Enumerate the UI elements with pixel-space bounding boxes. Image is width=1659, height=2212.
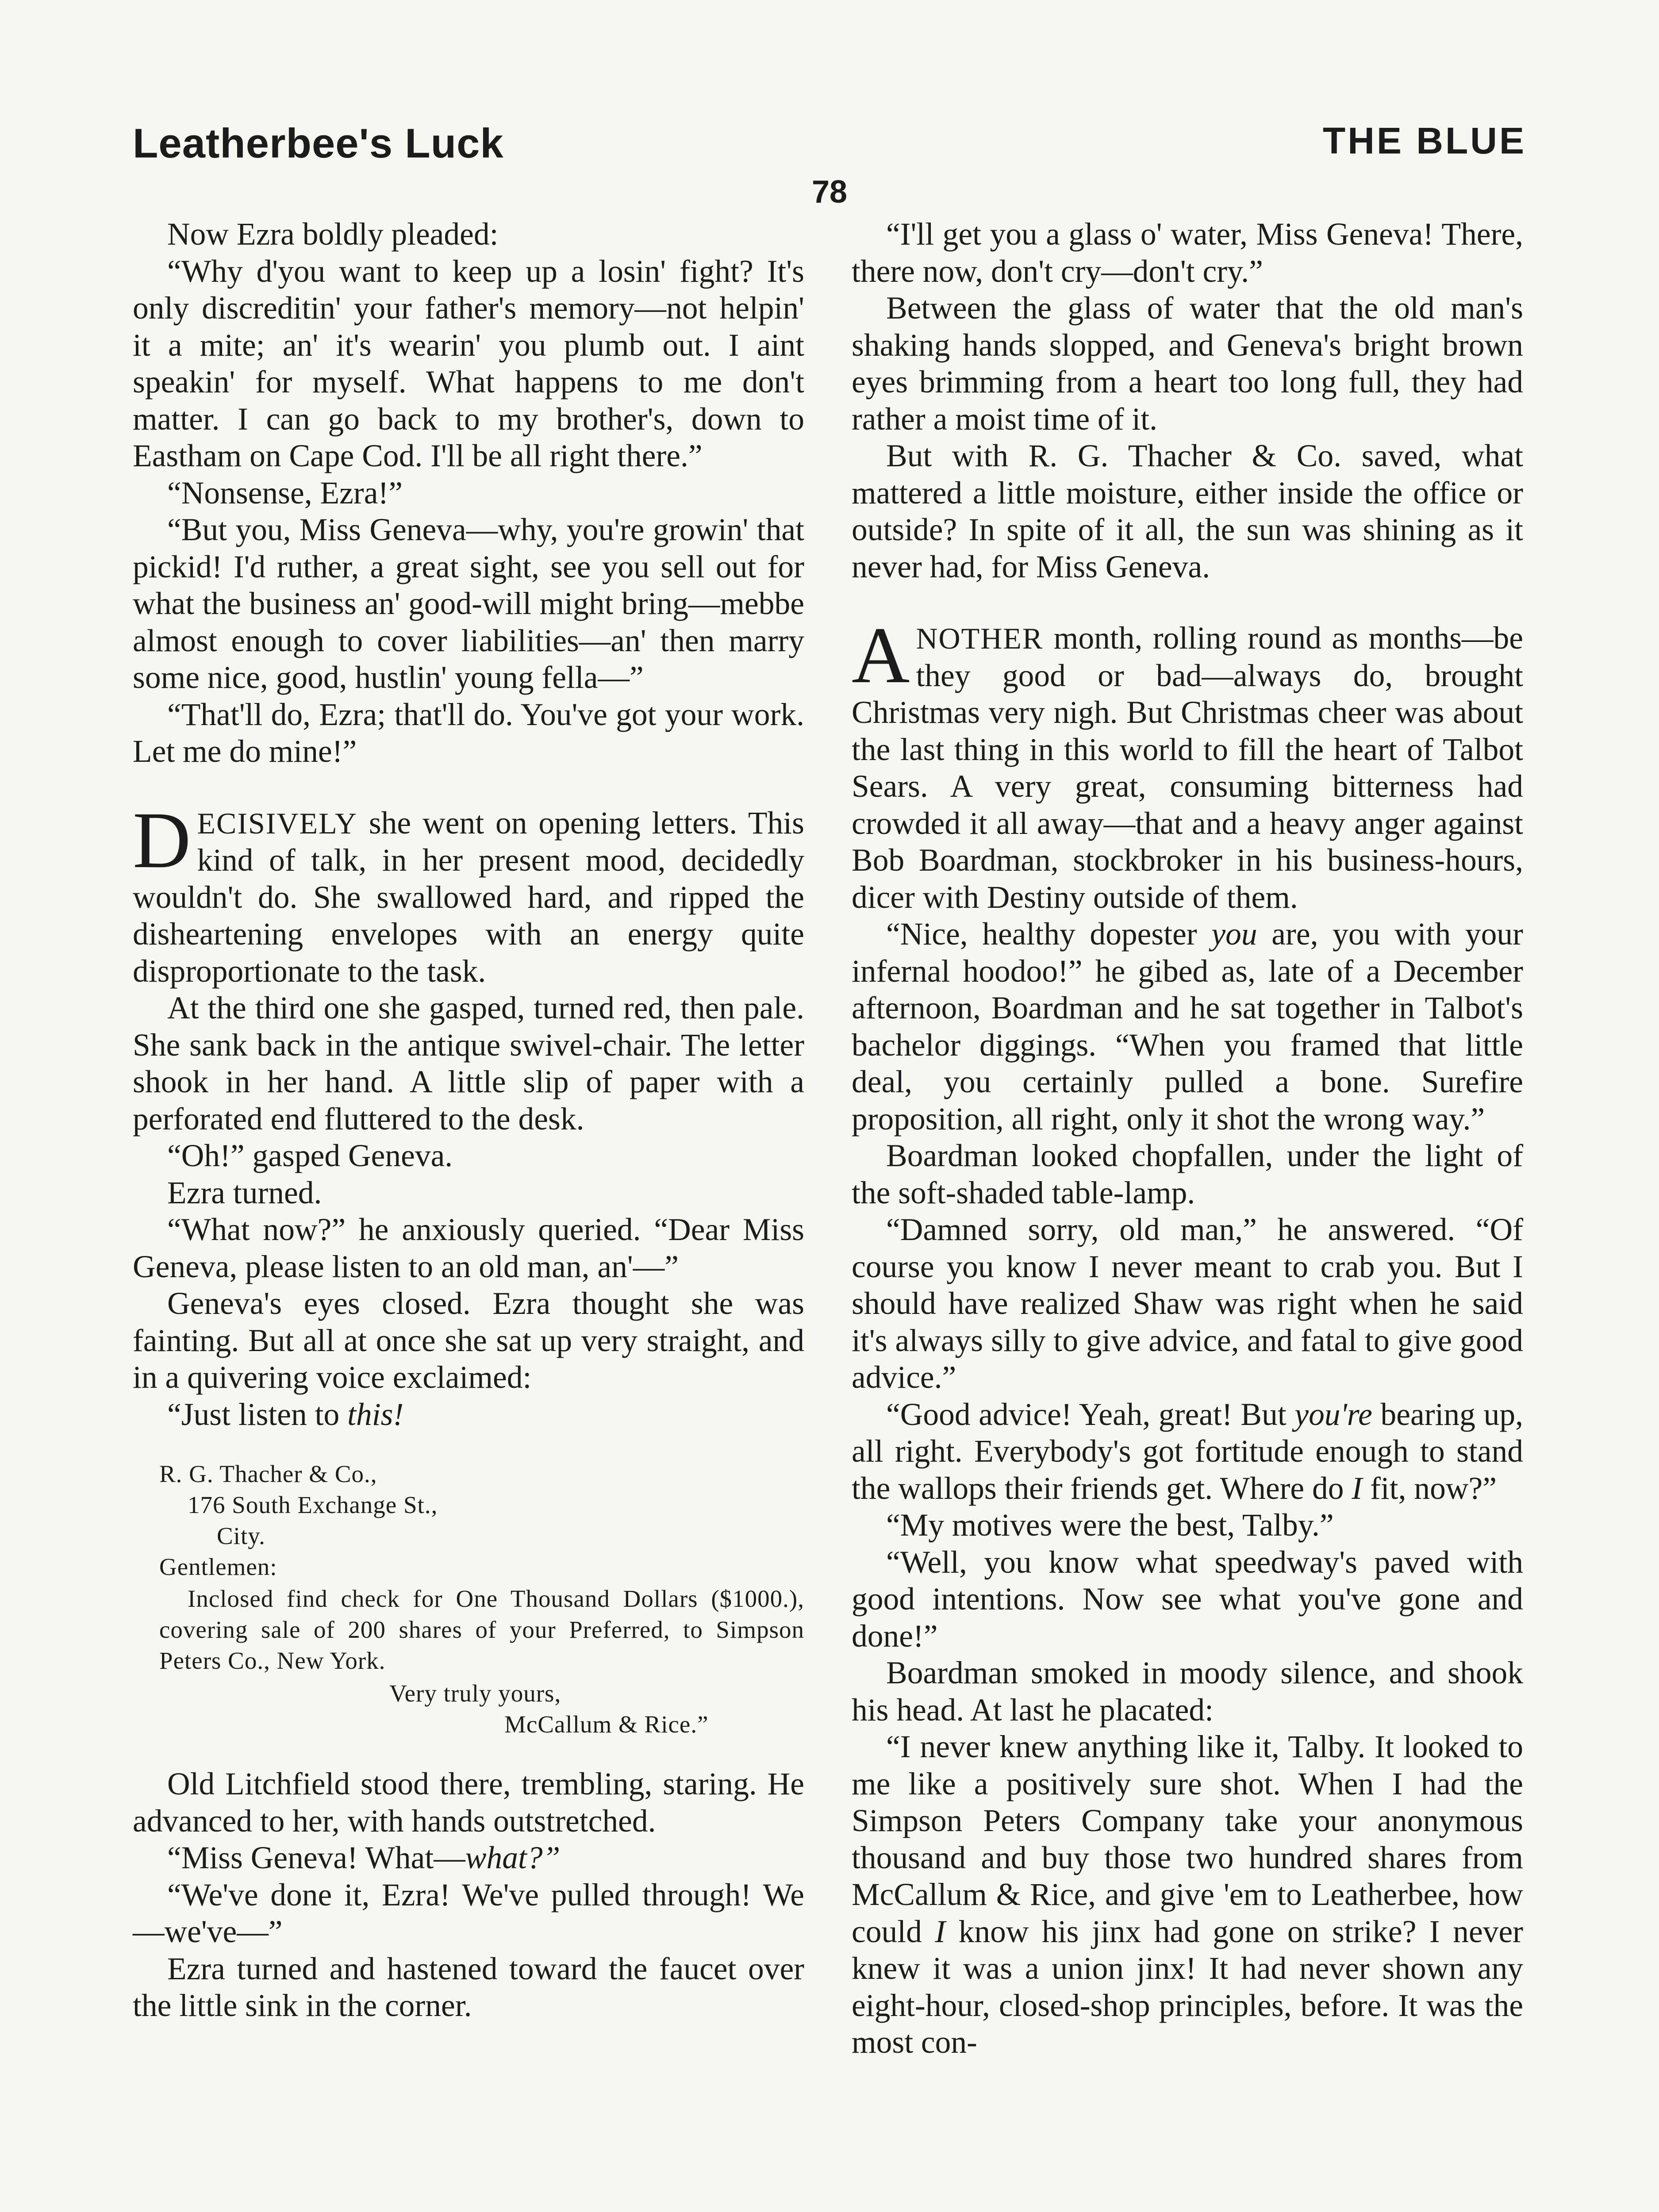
paragraph: At the third one she gasped, turned red, then pale. She sank back in the antique swivel-chair. The letter shook in her hand. A little slip of paper with a perforated end fluttered to the desk. (133, 991, 804, 1137)
letter-salutation: Gentlemen: (159, 1553, 277, 1580)
section-opening-paragraph (133, 795, 804, 990)
right-column (852, 216, 1523, 2061)
paragraph-text: “I never knew anything like it, Talby. It looked to me like a positively sure shot. When I had the Simpson Peters Company take your anonymous thousand and buy those two hundred shares from McCallum & Rice, and give 'em to Leatherbee, how could (852, 1729, 1523, 1949)
paragraph: Geneva's eyes closed. Ezra thought she was fainting. But all at once she sat up very straight, and in a quivering voice exclaimed: (133, 1286, 804, 1395)
paragraph: Boardman smoked in moody silence, and shook his head. At last he placated: (852, 1655, 1523, 1728)
drop-cap: D (133, 795, 191, 885)
paragraph-text: “Miss Geneva! What— (167, 1840, 465, 1875)
emphasis: this! (347, 1397, 404, 1432)
section-opening-paragraph (852, 611, 1523, 916)
running-title-right: THE BLUE (1323, 120, 1526, 161)
paragraph-text: month, rolling round as months—be they good or bad—always do, brought Christmas very nigh. But Christmas cheer was about the last thing in this world to fill the heart of Talbot Sears. A very great, consuming bitterness had crowded it all away—that and a heavy anger against Bob Boardman, stockbroker in his business-hours, dicer with Destiny outside of them. (852, 621, 1523, 915)
quoted-letter (159, 1459, 804, 1740)
letter-city: City. (217, 1522, 265, 1549)
paragraph: Old Litchfield stood there, trembling, staring. He advanced to her, with hands outstretched. (133, 1767, 804, 1839)
paragraph-text: fit, now?” (1362, 1471, 1497, 1506)
paragraph: “We've done it, Ezra! We've pulled through! We—we've—” (133, 1877, 804, 1949)
paragraph: “My motives were the best, Talby.” (886, 1508, 1334, 1543)
paragraph (133, 1839, 804, 1877)
letter-body: Inclosed find check for One Thousand Dollars ($1000.), covering sale of 200 shares of your Preferred, to Simpson Peters Co., New York. (159, 1585, 804, 1674)
paragraph: “What now?” he anxiously queried. “Dear Miss Geneva, please listen to an old man, an'—” (133, 1212, 804, 1284)
paragraph-text: know his jinx had gone on strike? I never knew it was a union jinx! It had never shown any eight-hour, closed-shop principles, before. It was the most con- (852, 1914, 1523, 2060)
letter-signature: McCallum & Rice.” (504, 1711, 709, 1738)
paragraph-text: “Good advice! Yeah, great! But (886, 1397, 1295, 1432)
letter-addressee: R. G. Thacher & Co., (159, 1460, 377, 1487)
emphasis: what?” (465, 1840, 561, 1875)
small-caps-lead: ECISIVELY (197, 806, 357, 840)
paragraph: Ezra turned and hastened toward the faucet over the little sink in the corner. (133, 1951, 804, 2023)
emphasis: you're (1294, 1397, 1372, 1432)
letter-street: 176 South Exchange St., (188, 1491, 438, 1518)
emphasis: you (1211, 917, 1257, 952)
paragraph: “Oh!” gasped Geneva. (167, 1138, 453, 1173)
paragraph: “That'll do, Ezra; that'll do. You've got your work. Let me do mine!” (133, 697, 804, 769)
paragraph: Ezra turned. (167, 1175, 322, 1210)
paragraph-text: she went on opening letters. This kind of talk, in her present mood, decidedly wouldn't do. She swallowed hard, and ripped the disheartening envelopes with an energy quite disproportionate to the task. (133, 805, 804, 989)
letter-closing: Very truly yours, (389, 1680, 561, 1707)
paragraph: “I'll get you a glass o' water, Miss Geneva! There, there now, don't cry—don't cry.” (852, 217, 1523, 289)
paragraph: Boardman looked chopfallen, under the light of the soft-shaded table-lamp. (852, 1138, 1523, 1210)
running-title-left: Leatherbee's Luck (133, 120, 504, 166)
paragraph (852, 1728, 1523, 2061)
paragraph: “But you, Miss Geneva—why, you're growin' that pickid! I'd ruther, a great sight, see you sell out for what the business an' good-will might bring—mebbe almost enough to cover liabilities—an' then marry some nice, good, hustlin' young fella—” (133, 512, 804, 695)
paragraph: Between the glass of water that the old man's shaking hands slopped, and Geneva's bright brown eyes brimming from a heart too long full, they had rather a moist time of it. (852, 291, 1523, 437)
paragraph (852, 1396, 1523, 1507)
paragraph-text: “Just listen to (167, 1397, 348, 1432)
small-caps-lead: NOTHER (916, 622, 1044, 655)
paragraph: “Damned sorry, old man,” he answered. “Of course you know I never meant to crab you. But I should have realized Shaw was right when he said it's always silly to give advice, and fatal to give good advice.” (852, 1212, 1523, 1395)
page-number: 78 (811, 174, 848, 210)
paragraph-text: are, you with your infernal hoodoo!” he gibed as, late of a December afternoon, Boardman and he sat together in Talbot's bachelor diggings. “When you framed that little deal, you certainly pulled a bone. Surefire proposition, all right, only it shot the wrong way.” (852, 917, 1523, 1137)
paragraph: But with R. G. Thacher & Co. saved, what mattered a little moisture, either inside the office or outside? In spite of it all, the sun was shining as it never had, for Miss Geneva. (852, 438, 1523, 584)
drop-cap: A (852, 611, 910, 700)
paragraph-text: bearing up, all right. Everybody's got fortitude enough to stand the wallops their friends get. Where do (852, 1397, 1523, 1506)
emphasis: I (1352, 1471, 1363, 1506)
paragraph: “Nonsense, Ezra!” (167, 475, 403, 511)
paragraph-text: “Nice, healthy dopester (886, 917, 1212, 952)
paragraph: “Why d'you want to keep up a losin' fight? It's only discreditin' your father's memory—not helpin' it a mite; an' it's wearin' you plumb out. I aint speakin' for myself. What happens to me don't matter. I can go back to my brother's, down to Eastham on Cape Cod. I'll be all right there.” (133, 253, 804, 473)
left-column (133, 216, 804, 2024)
emphasis: I (935, 1914, 946, 1949)
paragraph (133, 1396, 804, 1433)
paragraph: “Well, you know what speedway's paved with good intentions. Now see what you've gone and done!” (852, 1544, 1523, 1654)
paragraph (852, 916, 1523, 1137)
paragraph: Now Ezra boldly pleaded: (167, 217, 499, 252)
